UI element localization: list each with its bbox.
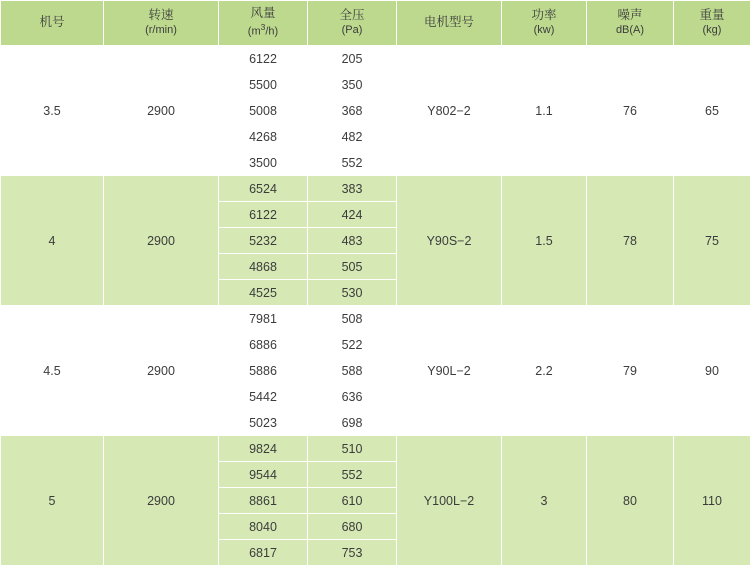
cell-pressure: 350 [308, 72, 397, 98]
cell-airflow: 9544 [219, 462, 308, 488]
column-header-model [1, 1, 104, 46]
column-header-motor-title: 电机型号 [424, 15, 474, 29]
column-header-speed-unit: (r/min) [104, 24, 218, 38]
cell-pressure: 205 [308, 46, 397, 72]
column-header-power-title: 功率 [531, 8, 556, 22]
cell-airflow: 8040 [219, 514, 308, 540]
column-header-weight-unit: (kg) [674, 24, 750, 38]
cell-speed: 2900 [104, 46, 219, 176]
cell-airflow: 3500 [219, 150, 308, 176]
table-header [1, 1, 750, 46]
cell-power: 1.1 [502, 46, 587, 176]
cell-weight: 90 [674, 306, 750, 436]
cell-airflow: 6524 [219, 176, 308, 202]
cell-model: 4.5 [1, 306, 104, 436]
cell-pressure: 552 [308, 462, 397, 488]
cell-motor: Y90S−2 [397, 176, 502, 306]
cell-airflow: 6122 [219, 46, 308, 72]
cell-pressure: 522 [308, 332, 397, 358]
column-header-noise-title: 噪声 [617, 8, 642, 22]
cell-weight: 110 [674, 436, 750, 566]
cell-pressure: 383 [308, 176, 397, 202]
cell-pressure: 482 [308, 124, 397, 150]
airflow-unit-exponent: 3 [261, 22, 266, 32]
cell-power: 2.2 [502, 306, 587, 436]
cell-power: 3 [502, 436, 587, 566]
cell-noise: 80 [587, 436, 674, 566]
column-header-motor [397, 1, 502, 46]
column-header-noise [587, 1, 674, 46]
column-header-airflow-title: 风量 [250, 6, 275, 20]
column-header-airflow [219, 1, 308, 46]
table-row [1, 176, 750, 202]
column-header-speed [104, 1, 219, 46]
cell-noise: 76 [587, 46, 674, 176]
column-header-model-title: 机号 [39, 15, 64, 29]
column-header-noise-unit: dB(A) [587, 24, 673, 38]
column-header-power-unit: (kw) [502, 24, 586, 38]
cell-pressure: 424 [308, 202, 397, 228]
table-row [1, 46, 750, 72]
table-body [1, 46, 750, 566]
cell-speed: 2900 [104, 306, 219, 436]
cell-pressure: 505 [308, 254, 397, 280]
cell-pressure: 368 [308, 98, 397, 124]
cell-pressure: 510 [308, 436, 397, 462]
cell-pressure: 508 [308, 306, 397, 332]
cell-airflow: 5886 [219, 358, 308, 384]
cell-motor: Y802−2 [397, 46, 502, 176]
table-header-row [1, 1, 750, 46]
column-header-weight [674, 1, 750, 46]
column-header-weight-title: 重量 [699, 8, 724, 22]
column-header-pressure [308, 1, 397, 46]
cell-airflow: 6886 [219, 332, 308, 358]
column-header-airflow-unit: $(m^3/h)$ [219, 22, 307, 39]
cell-pressure: 698 [308, 410, 397, 436]
cell-pressure: 483 [308, 228, 397, 254]
cell-pressure: 680 [308, 514, 397, 540]
cell-airflow: 5008 [219, 98, 308, 124]
column-header-power [502, 1, 587, 46]
cell-airflow: 6122 [219, 202, 308, 228]
cell-airflow: 9824 [219, 436, 308, 462]
column-header-pressure-title: 全压 [339, 8, 364, 22]
cell-airflow: 8861 [219, 488, 308, 514]
cell-pressure: 530 [308, 280, 397, 306]
cell-pressure: 610 [308, 488, 397, 514]
cell-motor: Y100L−2 [397, 436, 502, 566]
cell-pressure: 588 [308, 358, 397, 384]
cell-noise: 79 [587, 306, 674, 436]
cell-pressure: 636 [308, 384, 397, 410]
cell-airflow: 4268 [219, 124, 308, 150]
cell-airflow: 5442 [219, 384, 308, 410]
cell-airflow: 6817 [219, 540, 308, 566]
cell-model: 4 [1, 176, 104, 306]
column-header-speed-title: 转速 [148, 8, 173, 22]
cell-airflow: 4525 [219, 280, 308, 306]
cell-motor: Y90L−2 [397, 306, 502, 436]
cell-pressure: 552 [308, 150, 397, 176]
cell-power: 1.5 [502, 176, 587, 306]
cell-airflow: 5023 [219, 410, 308, 436]
cell-airflow: 5500 [219, 72, 308, 98]
cell-noise: 78 [587, 176, 674, 306]
cell-airflow: 5232 [219, 228, 308, 254]
cell-weight: 65 [674, 46, 750, 176]
column-header-pressure-unit: (Pa) [308, 24, 396, 38]
cell-airflow: 7981 [219, 306, 308, 332]
cell-model: 3.5 [1, 46, 104, 176]
table-row [1, 306, 750, 332]
cell-weight: 75 [674, 176, 750, 306]
cell-pressure: 753 [308, 540, 397, 566]
cell-speed: 2900 [104, 436, 219, 566]
cell-airflow: 4868 [219, 254, 308, 280]
cell-model: 5 [1, 436, 104, 566]
cell-speed: 2900 [104, 176, 219, 306]
